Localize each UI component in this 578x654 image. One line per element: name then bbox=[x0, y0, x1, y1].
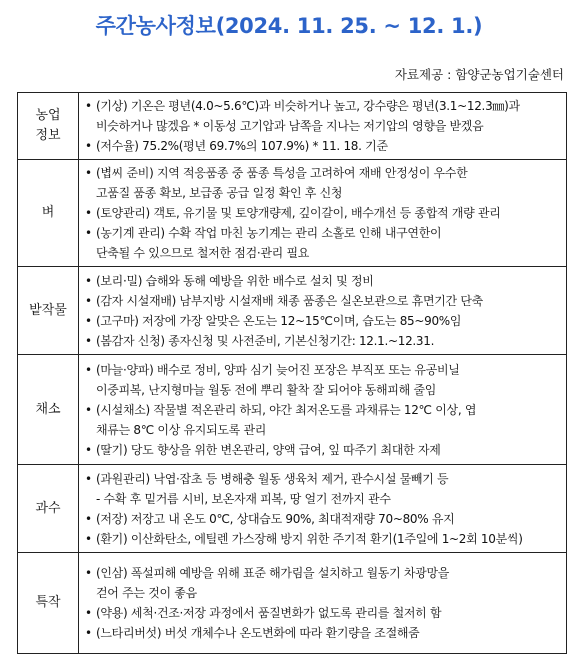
item-text-line: (토양관리) 객토, 유기물 및 토양개량제, 깊이갈이, 배수개선 등 종합적 개량 관리 bbox=[96, 206, 501, 220]
bullet-icon: • bbox=[85, 166, 92, 180]
category-label-line: 채소 bbox=[35, 401, 61, 417]
list-item bbox=[84, 311, 562, 331]
section-category bbox=[18, 465, 79, 553]
bullet-icon: • bbox=[85, 99, 92, 113]
bullet-icon: • bbox=[85, 206, 92, 220]
item-text-line: (인삼) 폭설피해 예방을 위해 표준 해가림을 설치하고 월동기 차광망을 bbox=[96, 566, 450, 580]
section-category bbox=[18, 93, 79, 160]
item-text-line: (고구마) 저장에 가장 알맞은 온도는 12~15℃이며, 습도는 85~90%임 bbox=[96, 313, 462, 328]
list-item bbox=[84, 223, 562, 263]
item-list bbox=[84, 163, 562, 263]
item-text-line: (보리·밀) 습해와 동해 예방을 위한 배수로 설치 및 정비 bbox=[96, 273, 374, 288]
list-item bbox=[84, 360, 562, 400]
item-text-line: (농기계 관리) 수확 작업 마친 농기계는 관리 소홀로 인해 내구연한이 bbox=[96, 226, 442, 240]
bullet-icon: • bbox=[85, 402, 92, 417]
item-text-line: (볍씨 준비) 지역 적응품종 중 품종 특성을 고려하여 재배 안정성이 우수한 bbox=[96, 166, 468, 180]
section-category bbox=[18, 553, 79, 654]
section-content bbox=[79, 355, 567, 465]
section-content bbox=[79, 553, 567, 654]
list-item bbox=[84, 469, 562, 509]
item-text-line: 단축될 수 있으므로 철저한 점검·관리 필요 bbox=[96, 246, 310, 260]
section-row bbox=[18, 93, 567, 160]
section-category bbox=[18, 160, 79, 267]
item-text-line: (약용) 세척·건조·저장 과정에서 품질변화가 없도록 관리를 철저히 함 bbox=[96, 606, 442, 620]
bullet-icon: • bbox=[85, 313, 92, 328]
bullet-icon: • bbox=[85, 566, 92, 580]
section-row bbox=[18, 553, 567, 654]
item-list bbox=[84, 563, 562, 643]
item-text-line: (저수율) 75.2%(평년 69.7%의 107.9%) * 11. 18. 기준 bbox=[96, 139, 388, 153]
farming-info-table bbox=[17, 92, 567, 654]
item-text-line: (환기) 이산화탄소, 에틸렌 가스장해 방지 위한 주기적 환기(1주일에 1~2회 10분씩) bbox=[96, 531, 523, 546]
list-item bbox=[84, 623, 562, 643]
category-label-line: 특작 bbox=[35, 595, 61, 610]
list-item bbox=[84, 96, 562, 136]
item-text-line: 비슷하거나 많겠음 * 이동성 고기압과 남쪽을 지나는 저기압의 영향을 받겠음 bbox=[96, 119, 484, 133]
bullet-icon: • bbox=[85, 511, 92, 526]
item-list bbox=[84, 469, 562, 549]
list-item bbox=[84, 400, 562, 440]
section-row bbox=[18, 160, 567, 267]
category-label-line: 농업 bbox=[35, 108, 61, 123]
item-text-line: (기상) 기온은 평년(4.0~5.6℃)과 비슷하거나 높고, 강수량은 평년(3.1~12.3㎜)과 bbox=[96, 99, 520, 113]
item-text-line: 채류는 8℃ 이상 유지되도록 관리 bbox=[96, 422, 267, 437]
list-item bbox=[84, 509, 562, 529]
category-label-line: 밭작물 bbox=[29, 302, 67, 318]
item-text-line: (저장) 저장고 내 온도 0℃, 상대습도 90%, 최대적재량 70~80% 유지 bbox=[96, 511, 455, 526]
list-item bbox=[84, 291, 562, 311]
list-item bbox=[84, 440, 562, 460]
bullet-icon: • bbox=[85, 531, 92, 546]
section-content bbox=[79, 160, 567, 267]
item-list bbox=[84, 360, 562, 460]
item-text-line: (시설채소) 작물별 적온관리 하되, 야간 최저온도를 과채류는 12℃ 이상, 엽 bbox=[96, 402, 477, 417]
item-text-line: (감자 시설재배) 남부지방 시설재배 채종 품종은 실온보관으로 휴면기간 단축 bbox=[96, 293, 483, 308]
item-text-line: (봄감자 신청) 종자신청 및 사전준비, 기본신청기간: 12.1.~12.31. bbox=[96, 333, 435, 348]
list-item bbox=[84, 203, 562, 223]
category-label-line: 정보 bbox=[35, 128, 61, 143]
section-row bbox=[18, 355, 567, 465]
bullet-icon: • bbox=[85, 362, 92, 377]
bullet-icon: • bbox=[85, 293, 92, 308]
item-text-line: - 수확 후 밑거름 시비, 보온자재 피복, 땅 얼기 전까지 관수 bbox=[96, 491, 391, 506]
bullet-icon: • bbox=[85, 226, 92, 240]
item-text-line: (딸기) 당도 향상을 위한 변온관리, 양액 급여, 잎 따주기 최대한 자제 bbox=[96, 442, 441, 457]
bullet-icon: • bbox=[85, 471, 92, 486]
list-item bbox=[84, 136, 562, 156]
category-label-line: 과수 bbox=[35, 500, 61, 516]
bullet-icon: • bbox=[85, 139, 92, 153]
bullet-icon: • bbox=[85, 442, 92, 457]
section-row bbox=[18, 465, 567, 553]
item-text-line: 걷어 주는 것이 좋음 bbox=[96, 586, 197, 600]
item-text-line: 이중피복, 난지형마늘 월동 전에 뿌리 활착 잘 되어야 동해피해 줄임 bbox=[96, 382, 437, 397]
item-list bbox=[84, 96, 562, 156]
section-category bbox=[18, 355, 79, 465]
source-credit: 자료제공 : 함양군농업기술센터 bbox=[394, 67, 564, 82]
list-item bbox=[84, 563, 562, 603]
item-list bbox=[84, 271, 562, 351]
section-category bbox=[18, 267, 79, 355]
section-content bbox=[79, 465, 567, 553]
bullet-icon: • bbox=[85, 626, 92, 640]
section-content bbox=[79, 267, 567, 355]
list-item bbox=[84, 331, 562, 351]
list-item bbox=[84, 271, 562, 291]
bullet-icon: • bbox=[85, 273, 92, 288]
item-text-line: 고품질 품종 확보, 보급종 공급 일정 확인 후 신청 bbox=[96, 186, 343, 200]
item-text-line: (과원관리) 낙엽·잡초 등 병해충 월동 생육처 제거, 관수시설 물빼기 등 bbox=[96, 471, 449, 486]
list-item bbox=[84, 603, 562, 623]
list-item bbox=[84, 529, 562, 549]
item-text-line: (느타리버섯) 버섯 개체수나 온도변화에 따라 환기량을 조절해줌 bbox=[96, 626, 420, 640]
list-item bbox=[84, 163, 562, 203]
item-text-line: (마늘·양파) 배수로 정비, 양파 심기 늦어진 포장은 부직포 또는 유공비닐 bbox=[96, 362, 460, 377]
page-title: 주간농사정보(2024. 11. 25. ~ 12. 1.) bbox=[95, 14, 483, 38]
bullet-icon: • bbox=[85, 606, 92, 620]
category-label-line: 벼 bbox=[41, 205, 55, 220]
section-content bbox=[79, 93, 567, 160]
section-row bbox=[18, 267, 567, 355]
bullet-icon: • bbox=[85, 333, 92, 348]
